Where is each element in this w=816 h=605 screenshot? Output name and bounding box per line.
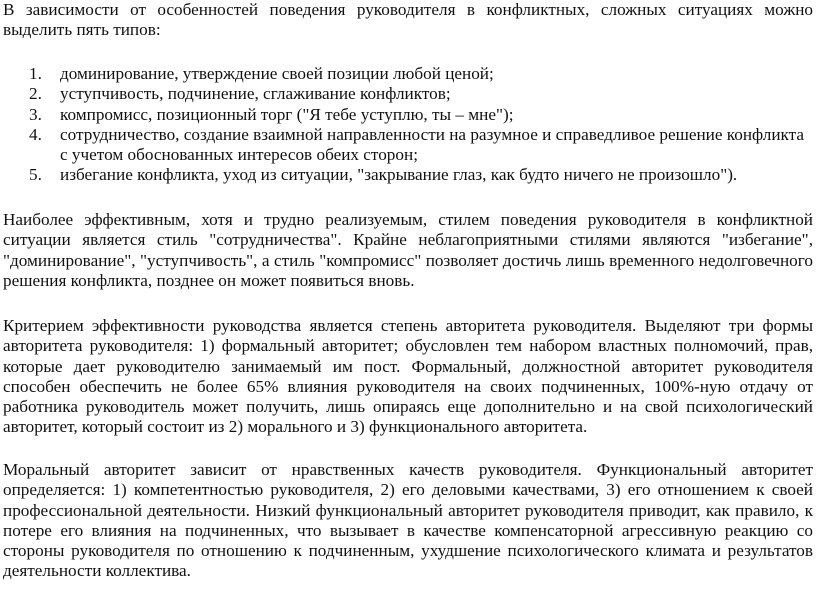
list-item-number: 4.	[29, 124, 42, 144]
list-item	[3, 105, 813, 125]
list-item-number: 3.	[29, 104, 42, 124]
list-item-number: 2.	[29, 84, 42, 104]
conflict-behavior-types-list	[3, 64, 813, 186]
list-item	[3, 64, 813, 84]
list-item	[3, 165, 813, 185]
list-item-number: 1.	[29, 64, 42, 83]
list-item	[3, 125, 813, 166]
paragraph-authority-criterion: Критерием эффективности руководства является степень авторитета руководителя. Выделяют три формы авторитета руководителя: 1) формальный авторитет; обусловлен тем набором властных полномочий, прав, которые дает руководителю занимаемый им пост. Формальный, должностной авторитет руководителя способен обеспечить не более 65% влияния руководителя на своих подчиненных, 100%-ную отдачу от работника руководитель может получить, лишь опираясь еще дополнительно и на свой психологический авторитет, который состоит из 2) морального и 3) функционального авторитета.	[3, 316, 813, 437]
intro-paragraph: В зависимости от особенностей поведения руководителя в конфликтных, сложных ситуациях можно выделить пять типов:	[3, 0, 813, 40]
list-item	[3, 84, 813, 104]
paragraph-moral-functional-authority: Моральный авторитет зависит от нравственных качеств руководителя. Функциональный авторитет определяется: 1) компетентностью руководителя, 2) его деловыми качествами, 3) его отношением к своей профессиональной деятельности. Низкий функциональный авторитет руководителя приводит, как правило, к потере его влияния на подчиненных, что вызывает в качестве компенсаторной агрессивную реакцию со стороны руководителя по отношению к подчиненным, ухудшение психологического климата и результатов деятельности коллектива.	[3, 460, 813, 581]
list-item-text: компромисс, позиционный торг ("Я тебе уступлю, ты – мне");	[60, 104, 514, 124]
list-item-text: сотрудничество, создание взаимной направленности на разумное и справедливое решение конфликта с учетом обоснованных интересов обеих сторон;	[60, 124, 805, 165]
paragraph-cooperation-style: Наиболее эффективным, хотя и трудно реализуемым, стилем поведения руководителя в конфликтной ситуации является стиль "сотрудничества". Крайне неблагоприятными стилями являются "избегание", "доминирование", "уступчивость", а стиль "компромисс" позволяет достичь лишь временного недолговечного решения конфликта, позднее он может появиться вновь.	[3, 210, 813, 290]
list-item-text: избегание конфликта, уход из ситуации, "закрывание глаз, как будто ничего не произошло").	[60, 165, 738, 185]
list-item-text: доминирование, утверждение своей позиции любой ценой;	[60, 64, 494, 83]
list-item-text: уступчивость, подчинение, сглаживание конфликтов;	[60, 84, 451, 104]
list-item-number: 5.	[29, 165, 42, 185]
